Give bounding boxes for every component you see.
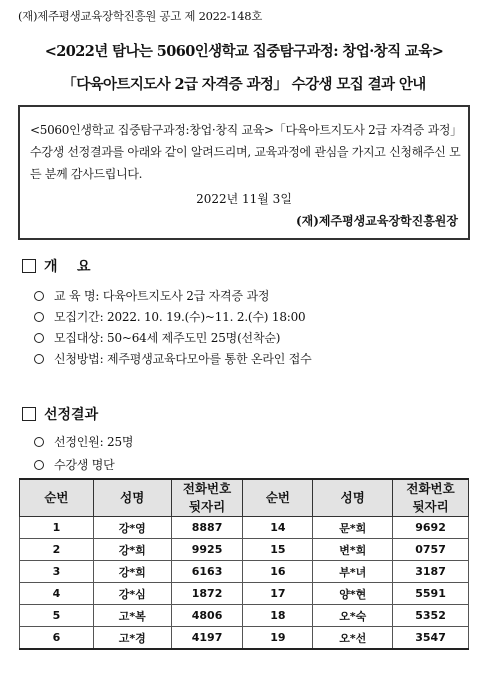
- circle-bullet-icon: [34, 291, 44, 301]
- table-cell: 5: [20, 605, 94, 627]
- table-cell: 강*영: [93, 517, 171, 539]
- checkbox-square-icon: [22, 407, 36, 421]
- table-cell: 15: [243, 539, 313, 561]
- table-cell: 9925: [171, 539, 243, 561]
- table-cell: 8887: [171, 517, 243, 539]
- header-cell: 성명: [313, 479, 393, 517]
- table-cell: 18: [243, 605, 313, 627]
- header-cell: 전화번호 뒷자리: [171, 479, 243, 517]
- table-cell: 문*희: [313, 517, 393, 539]
- overview-item: [34, 287, 269, 304]
- results-item-text: 선정인원: 25명: [54, 435, 134, 449]
- table-cell: 9692: [393, 517, 469, 539]
- results-heading: [22, 404, 98, 424]
- table-row: [20, 605, 469, 627]
- header-cell: 전화번호 뒷자리: [393, 479, 469, 517]
- table-cell: 19: [243, 627, 313, 650]
- overview-item-text: 신청방법: 제주평생교육다모아를 통한 온라인 접수: [54, 352, 312, 366]
- overview-heading-label: 개 요: [44, 259, 91, 275]
- table-cell: 5591: [393, 583, 469, 605]
- table-cell: 3: [20, 561, 94, 583]
- table-cell: 2: [20, 539, 94, 561]
- results-item: [34, 433, 133, 450]
- checkbox-square-icon: [22, 259, 36, 273]
- table-cell: 5352: [393, 605, 469, 627]
- header-cell: 성명: [93, 479, 171, 517]
- table-cell: 양*현: [313, 583, 393, 605]
- results-item: [34, 456, 115, 473]
- intro-organization: (재)제주평생교육장학진흥원장: [295, 214, 458, 228]
- table-cell: 1: [20, 517, 94, 539]
- header-cell: 순번: [243, 479, 313, 517]
- table-header-row: [20, 479, 469, 517]
- circle-bullet-icon: [34, 460, 44, 470]
- results-item-text: 수강생 명단: [54, 458, 115, 472]
- overview-heading: [22, 256, 91, 276]
- overview-item: [34, 350, 312, 367]
- table-row: [20, 627, 469, 650]
- table-cell: 14: [243, 517, 313, 539]
- table-row: [20, 561, 469, 583]
- overview-item: [34, 308, 306, 325]
- table-cell: 4806: [171, 605, 243, 627]
- table-cell: 변*희: [313, 539, 393, 561]
- intro-date: 2022년 11월 3일: [196, 192, 292, 206]
- table-cell: 4197: [171, 627, 243, 650]
- table-cell: 부*녀: [313, 561, 393, 583]
- table-cell: 0757: [393, 539, 469, 561]
- table-cell: 17: [243, 583, 313, 605]
- overview-item-text: 교 육 명: 다육아트지도사 2급 자격증 과정: [54, 289, 270, 303]
- table-cell: 강*심: [93, 583, 171, 605]
- table-cell: 6: [20, 627, 94, 650]
- table-cell: 6163: [171, 561, 243, 583]
- table-cell: 3187: [393, 561, 469, 583]
- overview-item-text: 모집기간: 2022. 10. 19.(수)~11. 2.(수) 18:00: [54, 310, 306, 324]
- circle-bullet-icon: [34, 333, 44, 343]
- table-cell: 강*희: [93, 539, 171, 561]
- document-title: <2022년 탐나는 5060인생학교 집중탐구과정: 창업·창직 교육>: [44, 43, 444, 60]
- table-cell: 오*숙: [313, 605, 393, 627]
- table-cell: 오*선: [313, 627, 393, 650]
- overview-item-text: 모집대상: 50~64세 제주도민 25명(선착순): [54, 331, 281, 345]
- results-heading-label: 선정결과: [44, 407, 99, 423]
- circle-bullet-icon: [34, 312, 44, 322]
- table-cell: 고*경: [93, 627, 171, 650]
- overview-item: [34, 329, 280, 346]
- table-cell: 16: [243, 561, 313, 583]
- student-list-table: [19, 478, 469, 650]
- circle-bullet-icon: [34, 437, 44, 447]
- intro-box: [18, 105, 470, 240]
- table-cell: 강*희: [93, 561, 171, 583]
- table-row: [20, 517, 469, 539]
- document-subtitle: 「다육아트지도사 2급 자격증 과정」 수강생 모집 결과 안내: [62, 76, 426, 93]
- header-cell: 순번: [20, 479, 94, 517]
- circle-bullet-icon: [34, 354, 44, 364]
- table-cell: 3547: [393, 627, 469, 650]
- table-cell: 고*복: [93, 605, 171, 627]
- table-cell: 1872: [171, 583, 243, 605]
- table-row: [20, 583, 469, 605]
- notice-number: (재)제주평생교육장학진흥원 공고 제 2022-148호: [18, 9, 263, 23]
- table-cell: 4: [20, 583, 94, 605]
- table-row: [20, 539, 469, 561]
- intro-paragraph: <5060인생학교 집중탐구과정:창업·창직 교육>「다육아트지도사 2급 자격증 과정」수강생 선정결과를 아래와 같이 알려드리며, 교육과정에 관심을 가지고 신청해주신 모든 분께 감사드립니다.: [30, 123, 462, 181]
